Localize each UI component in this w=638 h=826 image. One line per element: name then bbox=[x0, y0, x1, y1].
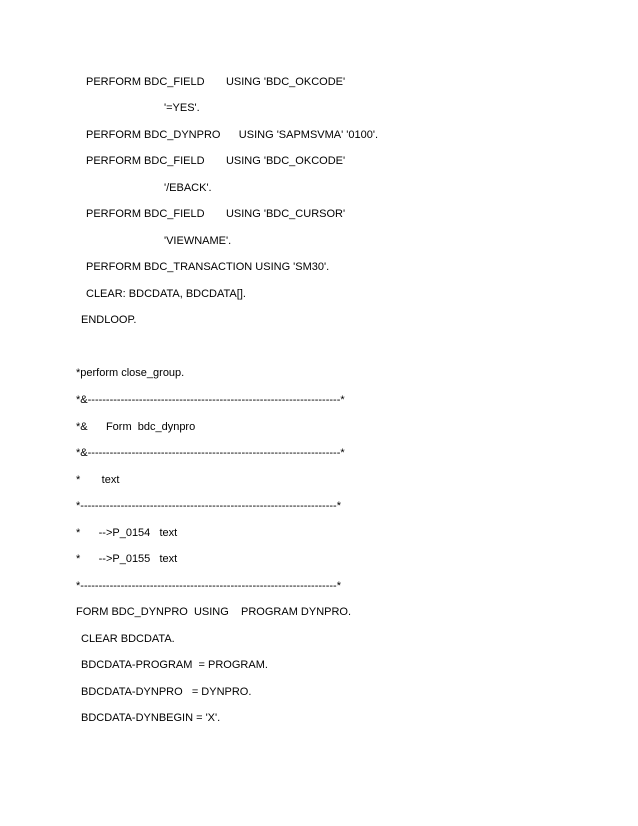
code-line: BDCDATA-DYNPRO = DYNPRO. bbox=[81, 686, 252, 698]
code-line: '/EBACK'. bbox=[164, 182, 212, 194]
code-line: * -->P_0154 text bbox=[76, 527, 178, 539]
code-line: CLEAR BDCDATA. bbox=[81, 633, 175, 645]
code-line: ENDLOOP. bbox=[81, 314, 137, 326]
code-line: PERFORM BDC_FIELD USING 'BDC_CURSOR' bbox=[86, 208, 346, 220]
code-line: BDCDATA-DYNBEGIN = 'X'. bbox=[81, 712, 221, 724]
code-line: *----------------------------------------------------------------------* bbox=[76, 580, 341, 592]
code-line: FORM BDC_DYNPRO USING PROGRAM DYNPRO. bbox=[76, 606, 352, 618]
code-line: '=YES'. bbox=[164, 102, 200, 114]
code-line: CLEAR: BDCDATA, BDCDATA[]. bbox=[86, 288, 246, 300]
code-line: *&---------------------------------------------------------------------* bbox=[76, 447, 345, 459]
code-line: * text bbox=[76, 474, 120, 486]
code-line: PERFORM BDC_TRANSACTION USING 'SM30'. bbox=[86, 261, 330, 273]
code-line: BDCDATA-PROGRAM = PROGRAM. bbox=[81, 659, 268, 671]
code-line: *&---------------------------------------------------------------------* bbox=[76, 394, 345, 406]
code-line: * -->P_0155 text bbox=[76, 553, 178, 565]
code-line: PERFORM BDC_DYNPRO USING 'SAPMSVMA' '0100'. bbox=[86, 129, 379, 141]
code-line: PERFORM BDC_FIELD USING 'BDC_OKCODE' bbox=[86, 76, 346, 88]
code-line: *perform close_group. bbox=[76, 367, 185, 379]
code-line: 'VIEWNAME'. bbox=[164, 235, 232, 247]
code-line: *----------------------------------------------------------------------* bbox=[76, 500, 341, 512]
code-line: *& Form bdc_dynpro bbox=[76, 421, 196, 433]
code-line: PERFORM BDC_FIELD USING 'BDC_OKCODE' bbox=[86, 155, 346, 167]
